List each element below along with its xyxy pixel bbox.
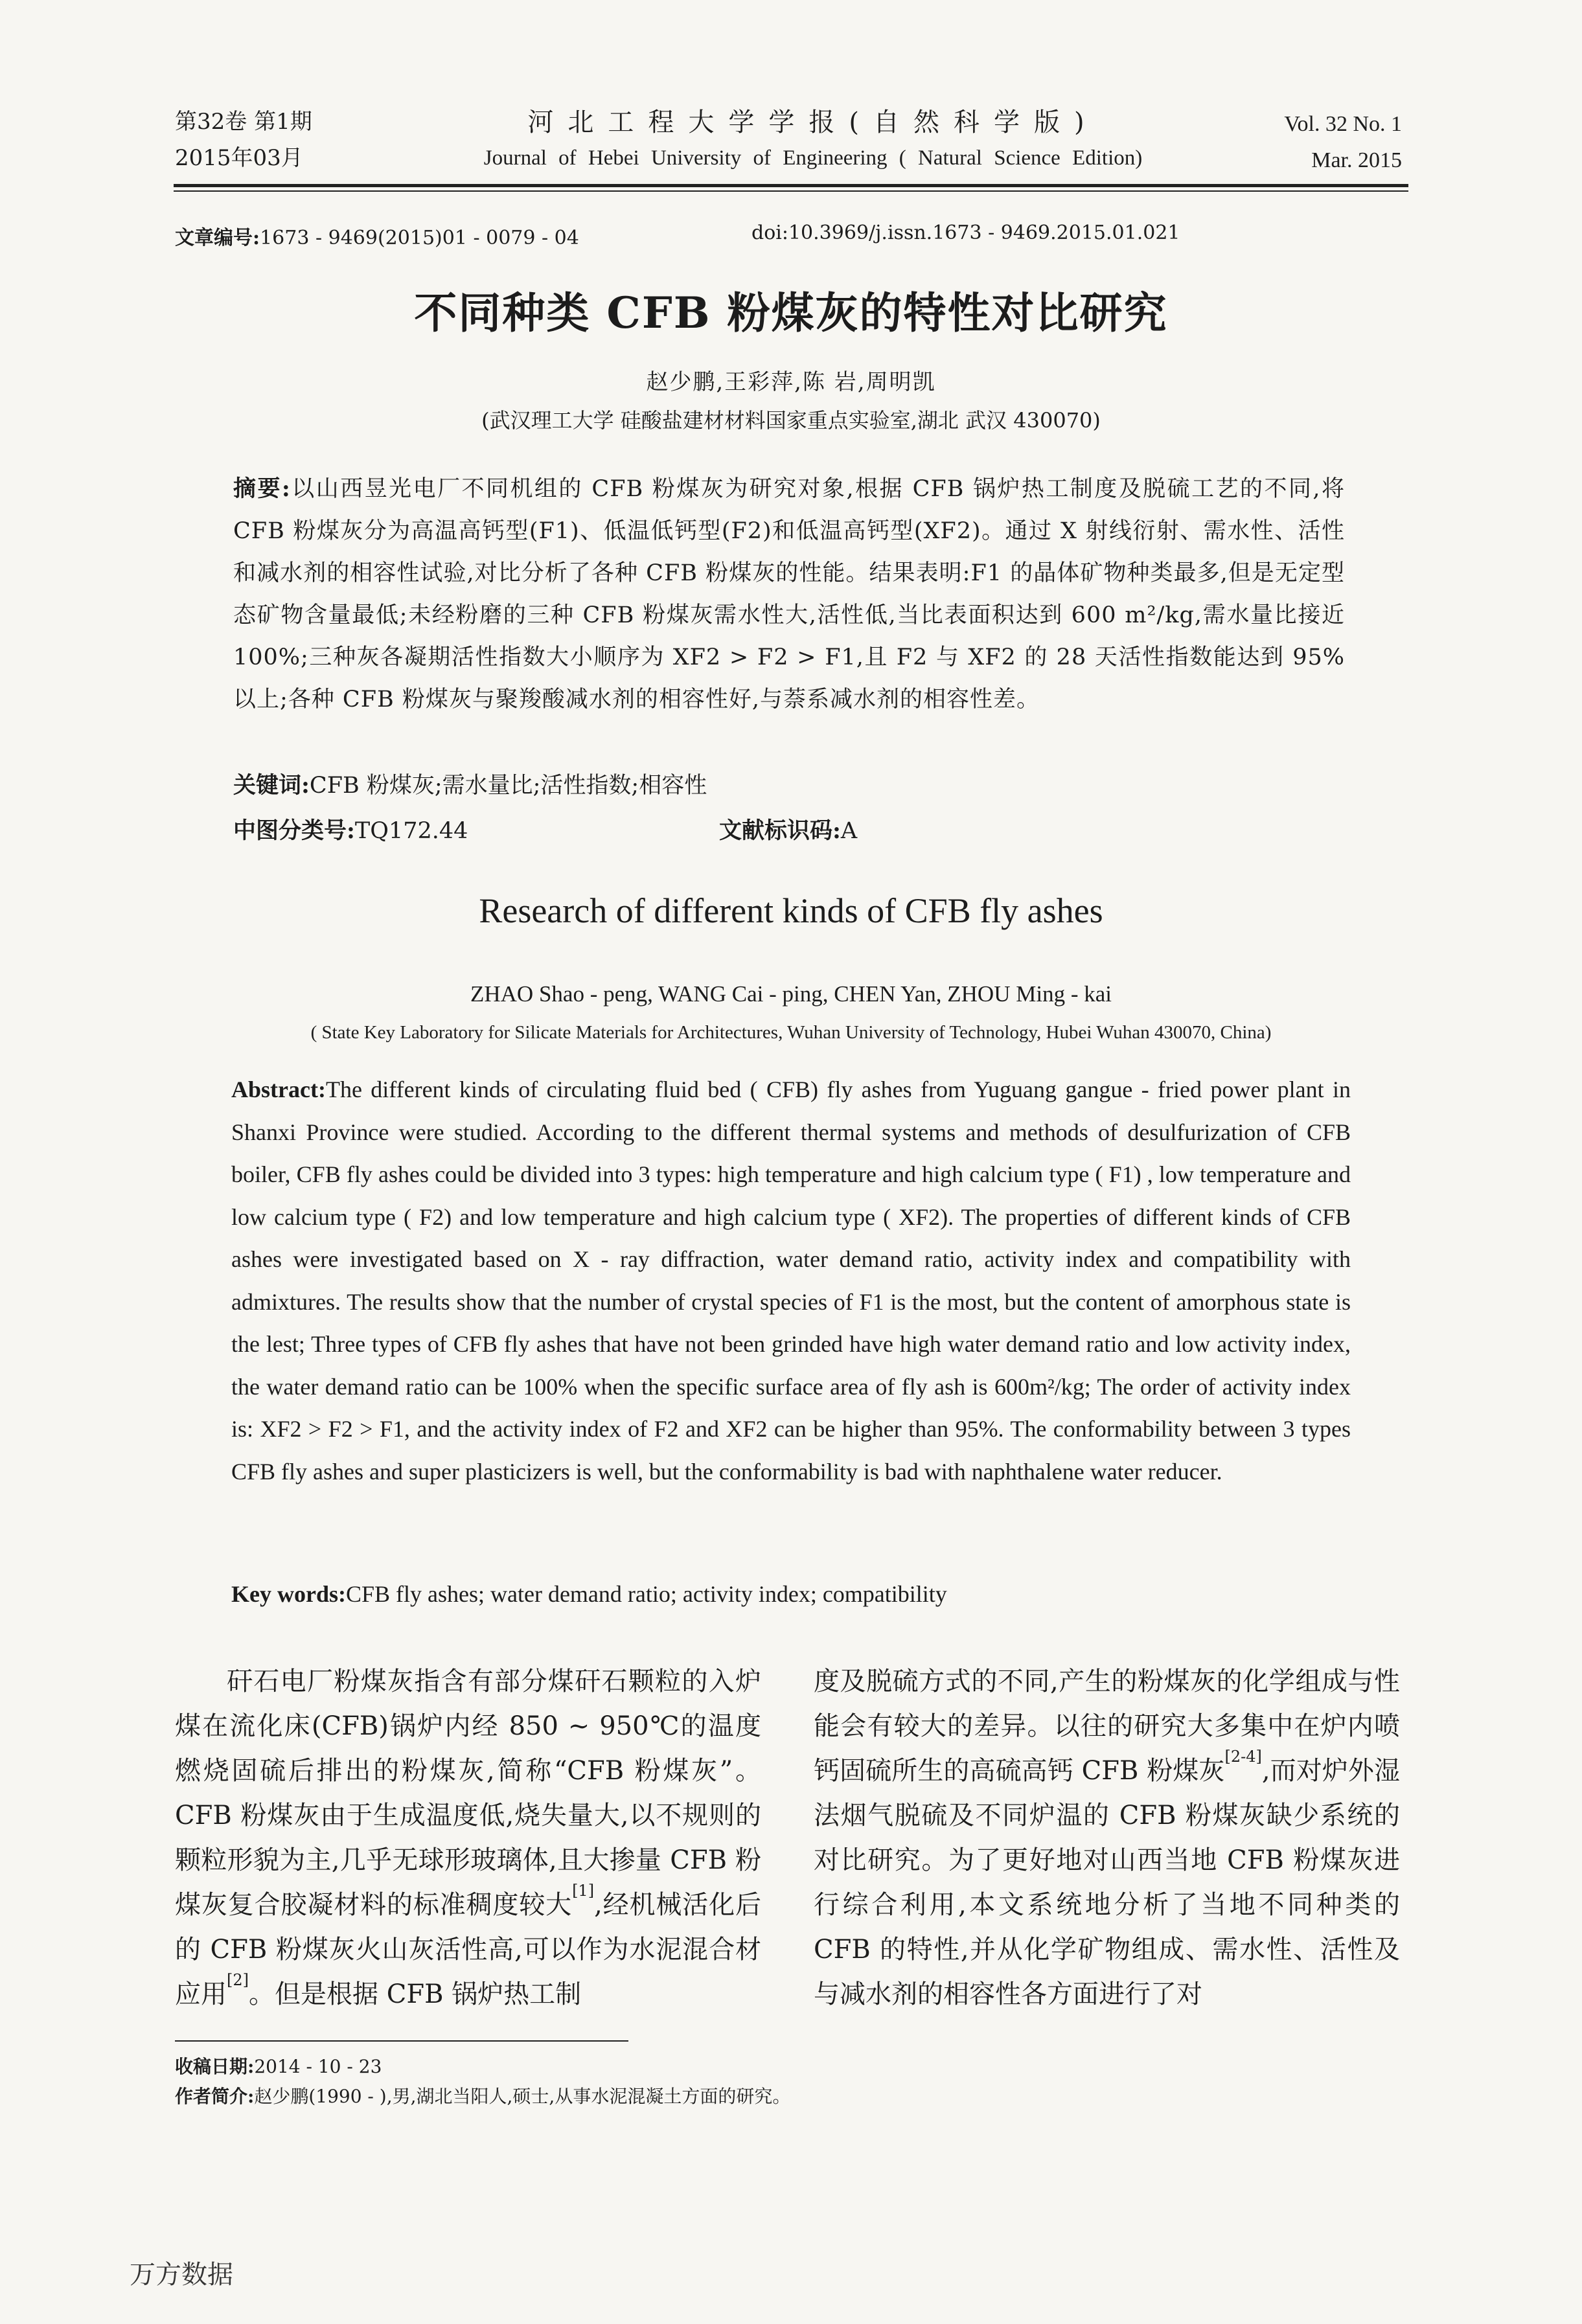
- watermark: 万方数据: [130, 2260, 233, 2290]
- citation-ref-2: [2]: [227, 1971, 249, 1989]
- body-left-text-1: 矸石电厂粉煤灰指含有部分煤矸石颗粒的入炉煤在流化床(CFB)锅炉内经 850 ~ 950℃的温度燃烧固硫后排出的粉煤灰,简称“CFB 粉煤灰”。CFB 粉煤灰由于生成温度低,烧失量大,以不规则的颗粒形貌为主,几乎无球形玻璃体,且大掺量 CFB 粉煤灰复合胶凝材料的标准稠度较大: [175, 1667, 761, 1920]
- article-number: 1673 - 9469(2015)01 - 0079 - 04: [260, 227, 579, 249]
- affiliation-en: ( State Key Laboratory for Silicate Materials for Architectures, Wuhan University of Technology, Hubei Wuhan 430070, China): [310, 1022, 1272, 1043]
- header-rule-thin: [174, 190, 1408, 192]
- document-code: [719, 813, 857, 845]
- abstract-cn-text: 以山西昱光电厂不同机组的 CFB 粉煤灰为研究对象,根据 CFB 锅炉热工制度及脱硫工艺的不同,将 CFB 粉煤灰分为高温高钙型(F1)、低温低钙型(F2)和低温高钙型(XF2)。通过 X 射线衍射、需水性、活性和减水剂的相容性试验,对比分析了各种 CFB 粉煤灰的性能。结果表明:F1 的晶体矿物种类最多,但是无定型态矿物含量最低;未经粉磨的三种 CFB 粉煤灰需水性大,活性低,当比表面积达到 600 m²/kg,需水量比接近 100%;三种灰各凝期活性指数大小顺序为 XF2 > F2 > F1,且 F2 与 XF2 的 28 天活性指数能达到 95% 以上;各种 CFB 粉煤灰与聚羧酸减水剂的相容性好,与萘系减水剂的相容性差。: [233, 476, 1345, 712]
- keywords-en-label: Key words:: [231, 1581, 346, 1607]
- date-en: Mar. 2015: [1311, 148, 1402, 172]
- keywords-en: [231, 1580, 947, 1608]
- header-rule-thick: [174, 184, 1408, 187]
- citation-ref-1: [1]: [572, 1882, 595, 1900]
- keywords-cn-label: 关键词:: [233, 772, 310, 799]
- body-left-text-2: ,经机械活化后的 CFB 粉煤灰火山灰活性高,可以作为水泥混合材应用: [175, 1890, 762, 2009]
- keywords-cn-text: CFB 粉煤灰;需水量比;活性指数;相容性: [309, 773, 707, 799]
- clc-value: TQ172.44: [354, 818, 468, 844]
- received-date: [175, 2052, 790, 2082]
- footnotes: [175, 2052, 790, 2112]
- article-number-label: 文章编号:: [175, 227, 260, 249]
- body-right-text-2: ,而对炉外湿法烟气脱硫及不同炉温的 CFB 粉煤灰缺少系统的对比研究。为了更好地对山西当地 CFB 粉煤灰进行综合利用,本文系统地分析了当地不同种类的 CFB 的特性,并从化学矿物组成、需水性、活性及与减水剂的相容性各方面进行了对: [814, 1756, 1401, 2009]
- footnote-rule: [175, 2040, 628, 2042]
- doi: doi:10.3969/j.issn.1673 - 9469.2015.01.021: [751, 222, 1180, 244]
- header-center: [415, 104, 1211, 175]
- body-left-text-3: 。但是根据 CFB 锅炉热工制: [249, 1979, 582, 2009]
- received-date-value: 2014 - 10 - 23: [254, 2056, 382, 2077]
- body-column-right: [814, 1659, 1400, 2017]
- body-right-text-1: 度及脱硫方式的不同,产生的粉煤灰的化学组成与性能会有较大的差异。以往的研究大多集中在炉内喷钙固硫所生的高硫高钙 CFB 粉煤灰: [814, 1667, 1400, 1786]
- journal-name-cn: 河北工程大学学报(自然科学版): [527, 108, 1099, 137]
- date-cn: 2015年03月: [175, 145, 303, 171]
- keywords-cn: [233, 768, 707, 800]
- article-meta: [175, 222, 1406, 250]
- received-date-label: 收稿日期:: [175, 2056, 255, 2077]
- header-left: [175, 104, 312, 176]
- document-code-label: 文献标识码:: [719, 817, 841, 844]
- abstract-en-text: The different kinds of circulating fluid bed ( CFB) fly ashes from Yuguang gangue - fried power plant in Shanxi Province were studied. According to the different thermal systems and methods of desulfurization of CFB boiler, CFB fly ashes could be divided into 3 types: high temperature and high calcium type ( F1) , low temperature and low calcium type ( F2) and low temperature and high calcium type ( XF2). The properties of different kinds of CFB ashes were investigated based on X - ray diffraction, water demand ratio, activity index and compatibility with admixtures. The results show that the number of crystal species of F1 is the most, but the content of amorphous state is the lest; Three types of CFB fly ashes that have not been grinded have high water demand ratio and low activity index, the water demand ratio can be 100% when the specific surface area of fly ash is 600m²/kg; The order of activity index is: XF2 > F2 > F1, and the activity index of F2 and XF2 can be higher than 95%. The conformability between 3 types CFB fly ashes and super plasticizers is well, but the conformability is bad with naphthalene water reducer.: [231, 1077, 1351, 1485]
- abstract-en-label: Abstract:: [231, 1077, 326, 1102]
- clc-label: 中图分类号:: [233, 817, 355, 844]
- body-column-left: [175, 1659, 761, 2017]
- title-en: Research of different kinds of CFB fly ashes: [479, 891, 1103, 930]
- abstract-en: [231, 1069, 1351, 1493]
- volume-issue-cn: 第32卷 第1期: [175, 109, 312, 135]
- authors-en: ZHAO Shao - peng, WANG Cai - ping, CHEN Yan, ZHOU Ming - kai: [470, 981, 1112, 1007]
- keywords-en-text: CFB fly ashes; water demand ratio; activity index; compatibility: [345, 1581, 947, 1607]
- journal-name-en: Journal of Hebei University of Engineering ( Natural Science Edition): [483, 146, 1143, 170]
- document-code-value: A: [840, 818, 858, 844]
- author-bio: [175, 2082, 790, 2112]
- volume-issue-en: Vol. 32 No. 1: [1284, 112, 1402, 136]
- citation-ref-3: [2-4]: [1224, 1748, 1262, 1766]
- author-bio-label: 作者简介:: [175, 2086, 255, 2107]
- title-cn: 不同种类 CFB 粉煤灰的特性对比研究: [414, 288, 1168, 338]
- abstract-cn: [233, 468, 1345, 721]
- abstract-cn-label: 摘要:: [233, 475, 291, 502]
- classification-row: [233, 813, 1335, 845]
- header-right: [1284, 106, 1402, 179]
- author-bio-text: 赵少鹏(1990 - ),男,湖北当阳人,硕士,从事水泥混凝土方面的研究。: [254, 2086, 791, 2107]
- authors-cn: 赵少鹏,王彩萍,陈 岩,周明凯: [646, 369, 936, 395]
- affiliation-cn: (武汉理工大学 硅酸盐建材材料国家重点实验室,湖北 武汉 430070): [481, 408, 1101, 433]
